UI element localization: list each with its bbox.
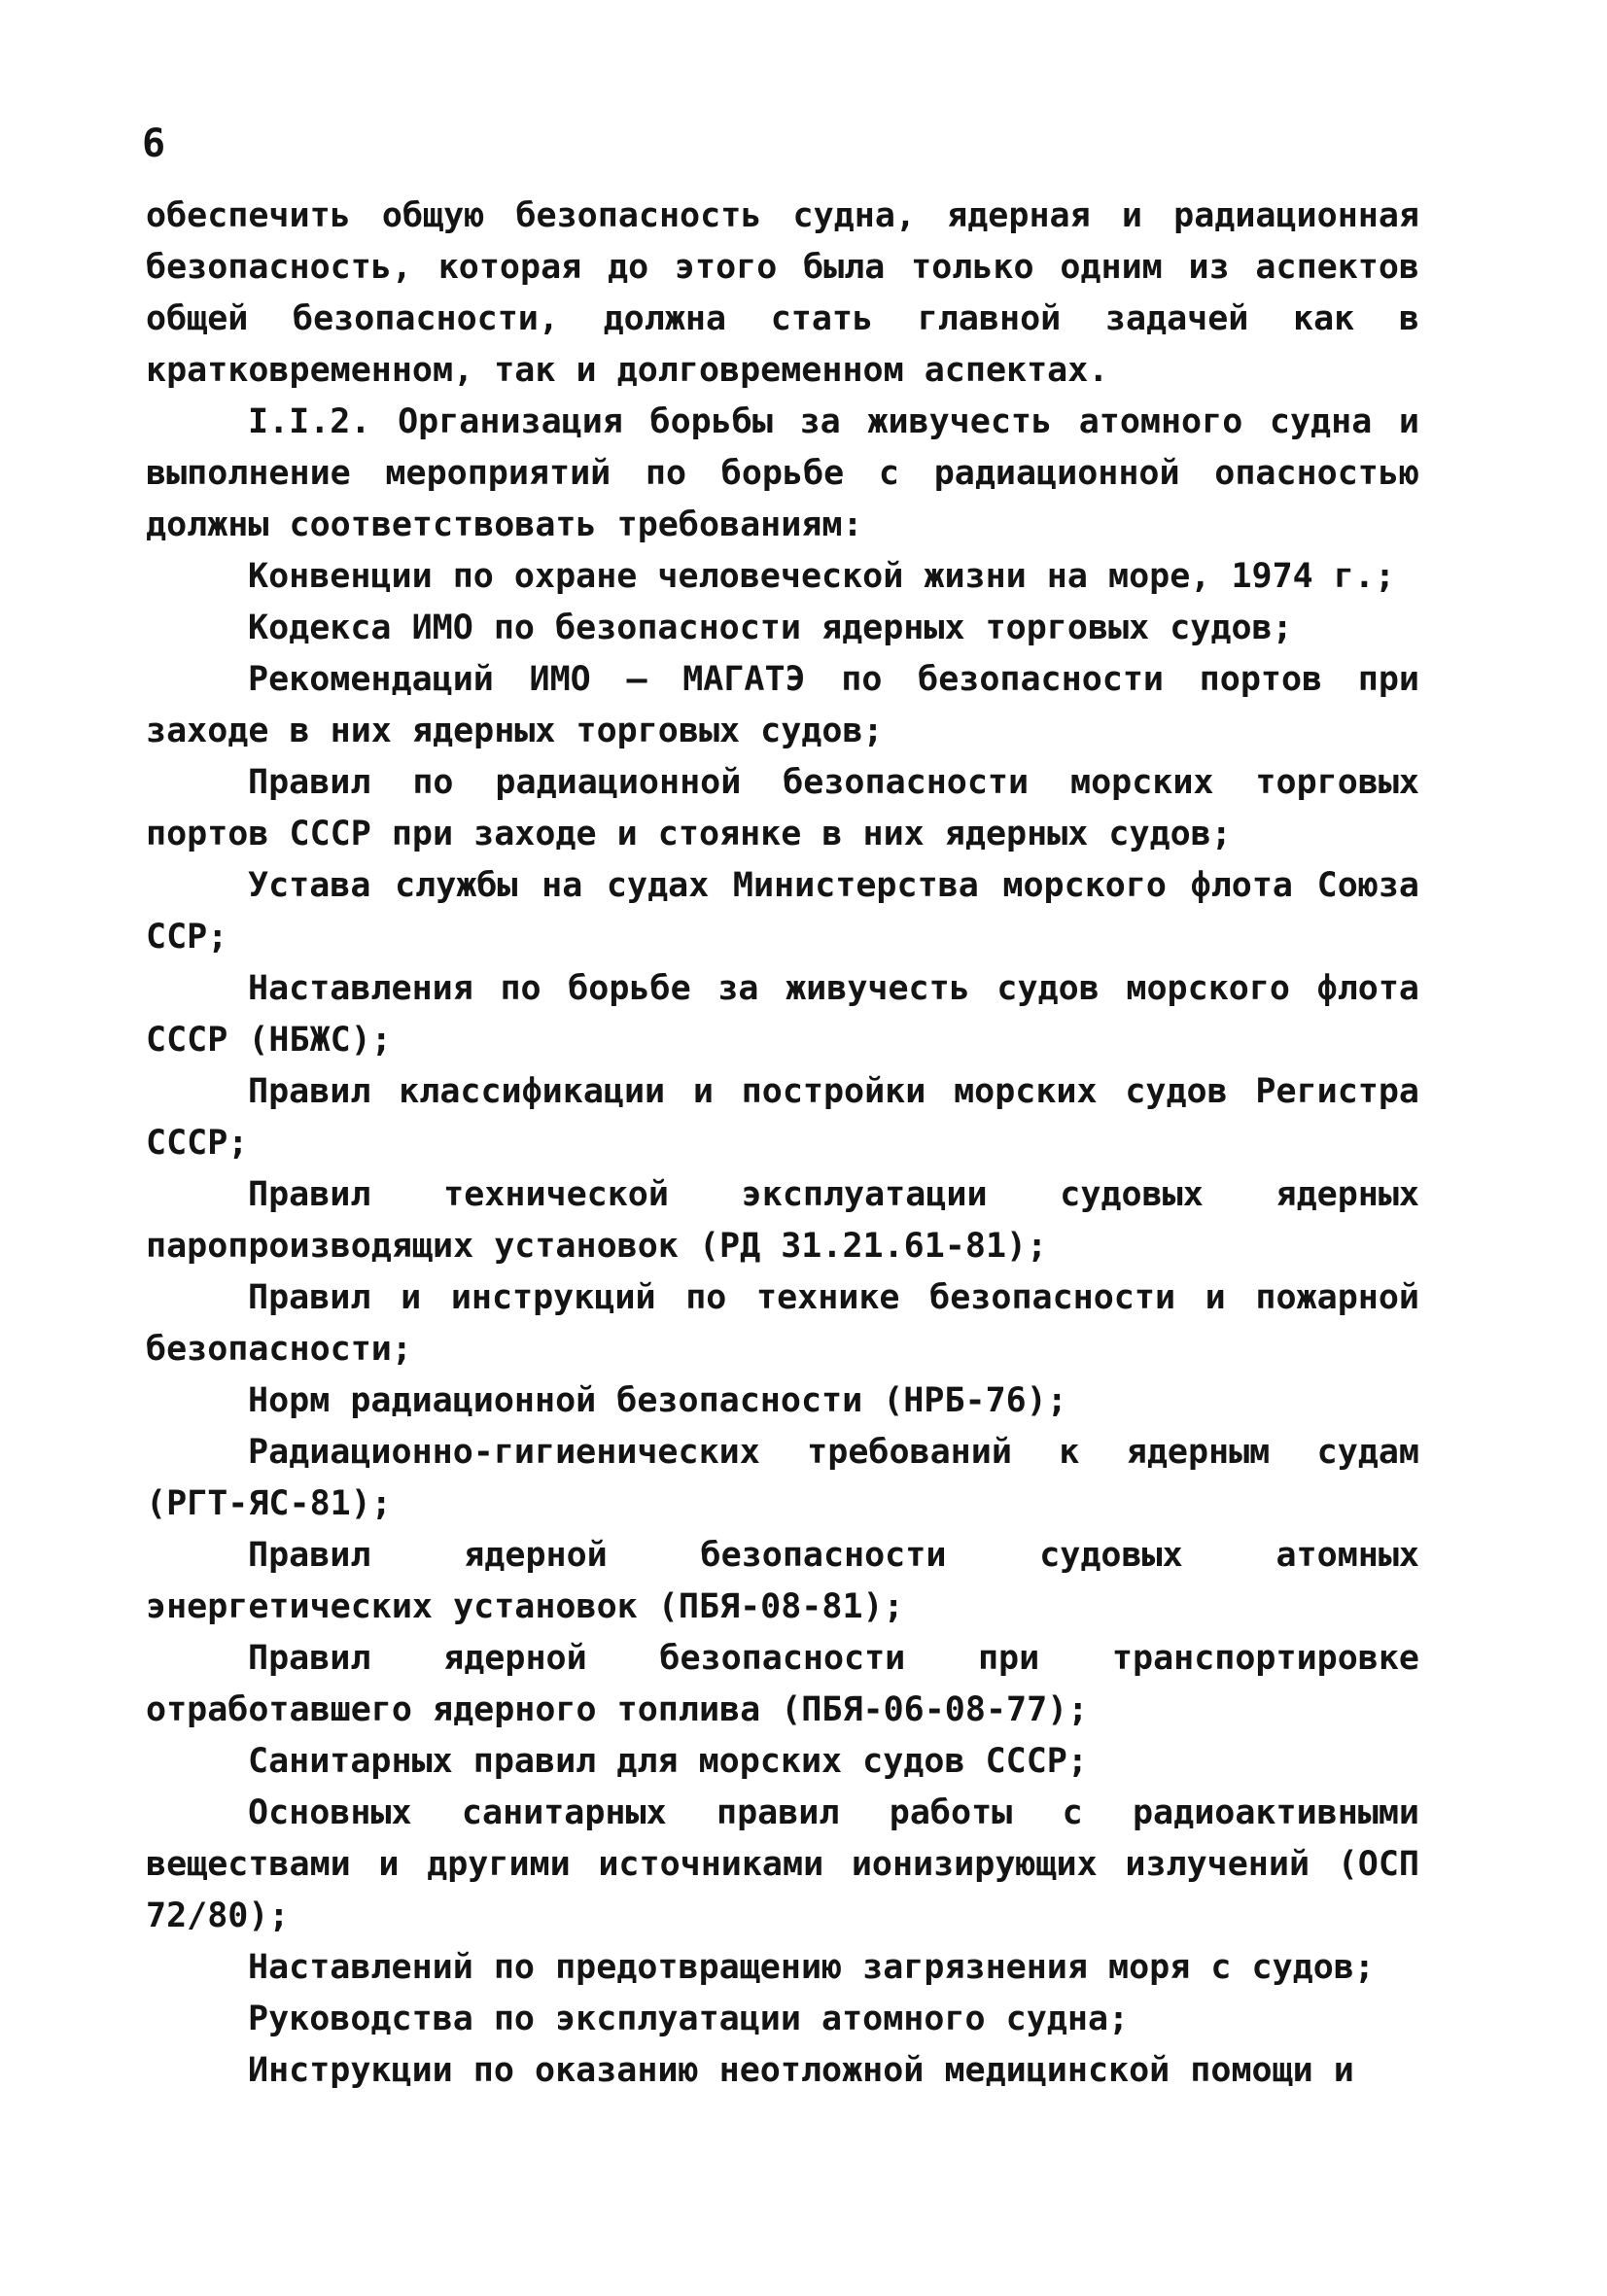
list-item-18: Инструкции по оказанию неотложной медицинской помощи и [248,2051,1354,2090]
list-item-11: Радиационно-гигиенических требований к ядерным судам (РГТ-ЯС-81); [146,1433,1419,1523]
list-item-17: Руководства по эксплуатации атомного судна; [248,2000,1130,2038]
list-item-2: Кодекса ИМО по безопасности ядерных торговых судов; [248,609,1293,647]
paragraph-2: I.I.2. Организация борьбы за живучесть атомного судна и выполнение мероприятий по борьбе с радиационной опасностью должны соответствовать требованиям: [146,402,1419,544]
list-item-10: Норм радиационной безопасности (НРБ-76); [248,1381,1067,1420]
list-item-7: Правил классификации и постройки морских судов Регистра СССР; [146,1072,1419,1163]
list-item-1: Конвенции по охране человеческой жизни на море, 1974 г.; [248,557,1396,596]
list-item-15: Основных санитарных правил работы с радиоактивными веществами и другими источниками ионизирующих излучений (ОСП 72/80); [146,1793,1419,1935]
list-item-12: Правил ядерной безопасности судовых атомных энергетических установок (ПБЯ-08-81); [146,1536,1419,1626]
list-item-4: Правил по радиационной безопасности морских торговых портов СССР при заходе и стоянке в них ядерных судов; [146,763,1419,853]
paragraph-1: обеспечить общую безопасность судна, ядерная и радиационная безопасность, которая до этого была только одним из аспектов общей безопасности, должна стать главной задачей как в кратковременном, так и долговременном аспектах. [146,196,1419,390]
list-item-9: Правил и инструкций по технике безопасности и пожарной безопасности; [146,1278,1419,1369]
list-item-6: Наставления по борьбе за живучесть судов морского флота СССР (НБЖС); [146,969,1419,1060]
page-number: 6 [142,122,166,166]
list-item-14: Санитарных правил для морских судов СССР; [248,1742,1088,1781]
list-item-5: Устава службы на судах Министерства морского флота Союза ССР; [146,866,1419,957]
body-text [146,191,1419,2097]
list-item-13: Правил ядерной безопасности при транспортировке отработавшего ядерного топлива (ПБЯ-06-08-77); [146,1639,1419,1729]
list-item-16: Наставлений по предотвращению загрязнения моря с судов; [248,1948,1375,1987]
list-item-8: Правил технической эксплуатации судовых ядерных паропроизводящих установок (РД 31.21.61-81); [146,1175,1419,1266]
list-item-3: Рекомендаций ИМО – МАГАТЭ по безопасности портов при заходе в них ядерных торговых судов; [146,660,1419,750]
